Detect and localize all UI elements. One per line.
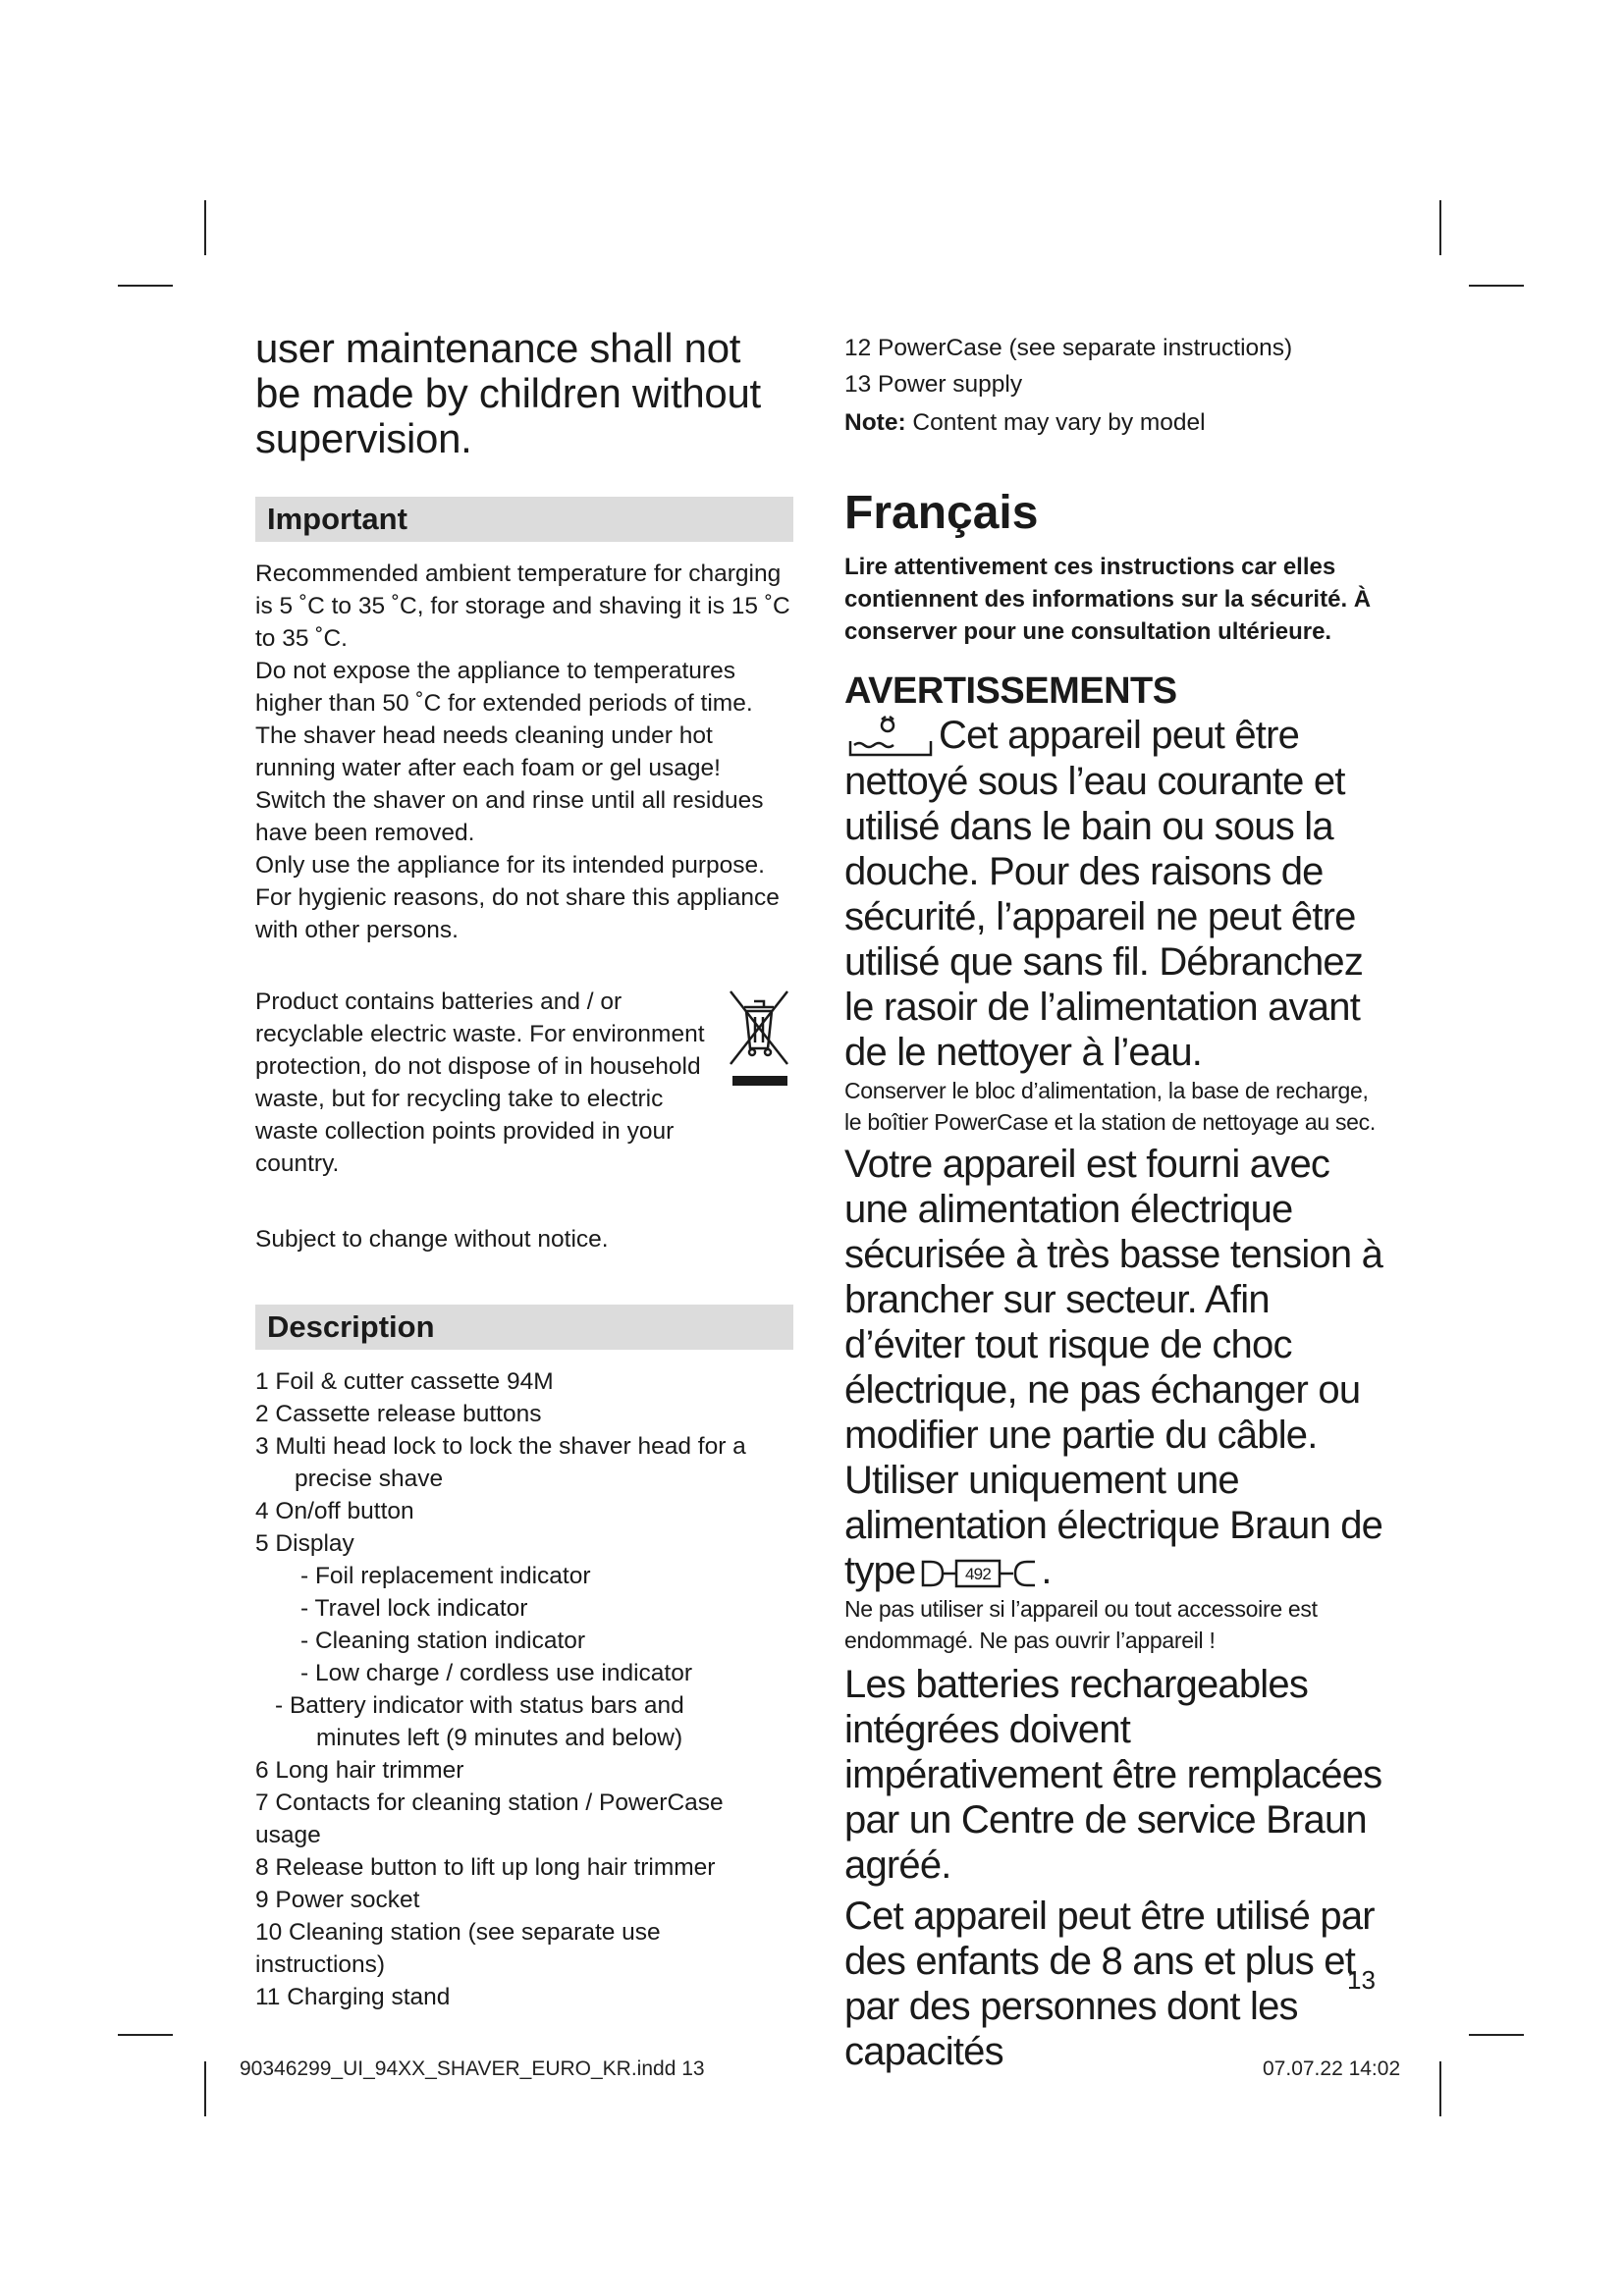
description-list <box>255 1365 793 2013</box>
recycling-text: Product contains batteries and / or recyclable electric waste. For environment protection, do not dispose of in household waste, but for recycling take to electric waste collection points provided in your country. <box>255 988 705 1177</box>
note-text: Content may vary by model <box>905 409 1206 436</box>
important-heading: Important <box>255 497 793 542</box>
list-item: - Battery indicator with status bars and <box>275 1692 684 1719</box>
list-item: minutes left (9 minutes and below) <box>316 1725 683 1751</box>
important-paragraph: Switch the shaver on and rinse until all residues have been removed. <box>255 787 764 846</box>
list-item: precise shave <box>295 1466 444 1492</box>
damage-paragraph: Ne pas utiliser si l’appareil ou tout accessoire est endommagé. Ne pas ouvrir l’appareil ! <box>844 1596 1318 1654</box>
crop-mark <box>118 285 173 287</box>
list-item: 9 Power socket <box>255 1887 420 1913</box>
intro-text: user maintenance shall not be made by children without supervision. <box>255 325 761 461</box>
battery-paragraph: Les batteries rechargeables intégrées doivent impérativement être remplacées par un Centre de service Braun agréé. <box>844 1663 1382 1888</box>
list-item: 3 Multi head lock to lock the shaver head for a <box>255 1433 746 1460</box>
list-item: 7 Contacts for cleaning station / PowerCase usage <box>255 1789 724 1848</box>
list-item: - Low charge / cordless use indicator <box>300 1660 692 1686</box>
list-item: 6 Long hair trimmer <box>255 1757 464 1784</box>
right-column <box>844 332 1389 2074</box>
power-supply-paragraph <box>844 1142 1389 1593</box>
footer-timestamp: 07.07.22 14:02 <box>1263 2057 1401 2080</box>
footer-filename: 90346299_UI_94XX_SHAVER_EURO_KR.indd 13 <box>240 2057 705 2080</box>
crop-mark <box>118 2034 173 2036</box>
description-heading: Description <box>255 1305 793 1350</box>
list-item: 1 Foil & cutter cassette 94M <box>255 1368 554 1395</box>
warning-text: Cet appareil peut être nettoyé sous l’eau courante et utilisé dans le bain ou sous la douche. Pour des raisons de sécurité, l’appareil ne peut être utilisé que sans fil. Débranchez le rasoir de l’alimentation avant de le nettoyer à l’eau. <box>844 714 1364 1075</box>
storage-paragraph: Conserver le bloc d’alimentation, la base de recharge, le boîtier PowerCase et la station de nettoyage au sec. <box>844 1078 1376 1136</box>
crop-mark <box>1439 2061 1441 2116</box>
crop-mark <box>1469 285 1524 287</box>
power-supply-text: Votre appareil est fourni avec une alimentation électrique sécurisée à très basse tension à brancher sur secteur. Afin d’éviter tout risque de choc électrique, ne pas échanger ou modifier une partie du câble. Utiliser uniquement une alimentation électrique Braun de type <box>844 1143 1383 1593</box>
recycling-notice <box>255 986 793 1180</box>
page-number: 13 <box>1347 1965 1376 1995</box>
crop-mark <box>1469 2034 1524 2036</box>
important-paragraph: For hygienic reasons, do not share this appliance with other persons. <box>255 884 780 943</box>
crop-mark <box>1439 200 1441 255</box>
crop-mark <box>204 200 206 255</box>
important-paragraph: The shaver head needs cleaning under hot running water after each foam or gel usage! <box>255 722 721 781</box>
power-supply-end: . <box>1041 1549 1052 1593</box>
crossed-out-bin-icon <box>725 986 793 1092</box>
important-paragraph: Recommended ambient temperature for charging is 5 ˚C to 35 ˚C, for storage and shaving it is 15 ˚C to 35 ˚C. <box>255 561 790 652</box>
power-supply-type-icon <box>917 1554 1041 1593</box>
list-item: 8 Release button to lift up long hair trimmer <box>255 1854 716 1881</box>
list-item: 5 Display <box>255 1530 354 1557</box>
list-item: 10 Cleaning station (see separate use instructions) <box>255 1919 661 1978</box>
crop-mark <box>204 2061 206 2116</box>
children-paragraph: Cet appareil peut être utilisé par des enfants de 8 ans et plus et par des personnes dont les capacités <box>844 1895 1375 2074</box>
list-item: 4 On/off button <box>255 1498 414 1524</box>
list-item: 11 Charging stand <box>255 1984 451 2010</box>
type-code: 492 <box>965 1564 992 1583</box>
list-item: - Travel lock indicator <box>300 1595 528 1622</box>
model-note <box>844 406 1389 439</box>
description-list-continued <box>844 332 1389 400</box>
list-item: 13 Power supply <box>844 371 1023 398</box>
list-item: 2 Cassette release buttons <box>255 1401 542 1427</box>
warning-paragraph <box>844 713 1389 1075</box>
note-label: Note: <box>844 409 906 436</box>
important-paragraph: Only use the appliance for its intended purpose. <box>255 852 765 879</box>
important-paragraph: Do not expose the appliance to temperatures higher than 50 ˚C for extended periods of time. <box>255 658 753 717</box>
section-title-francais: Français <box>844 487 1039 539</box>
left-column <box>255 326 793 2013</box>
list-item: - Foil replacement indicator <box>300 1563 591 1589</box>
list-item: 12 PowerCase (see separate instructions) <box>844 335 1293 361</box>
safety-intro: Lire attentivement ces instructions car elles contiennent des informations sur la sécurité. À conserver pour une consultation ultérieure. <box>844 554 1372 645</box>
shower-washable-icon <box>844 716 935 759</box>
list-item: - Cleaning station indicator <box>300 1628 586 1654</box>
warnings-title: AVERTISSEMENTS <box>844 670 1177 712</box>
change-notice: Subject to change without notice. <box>255 1226 609 1253</box>
